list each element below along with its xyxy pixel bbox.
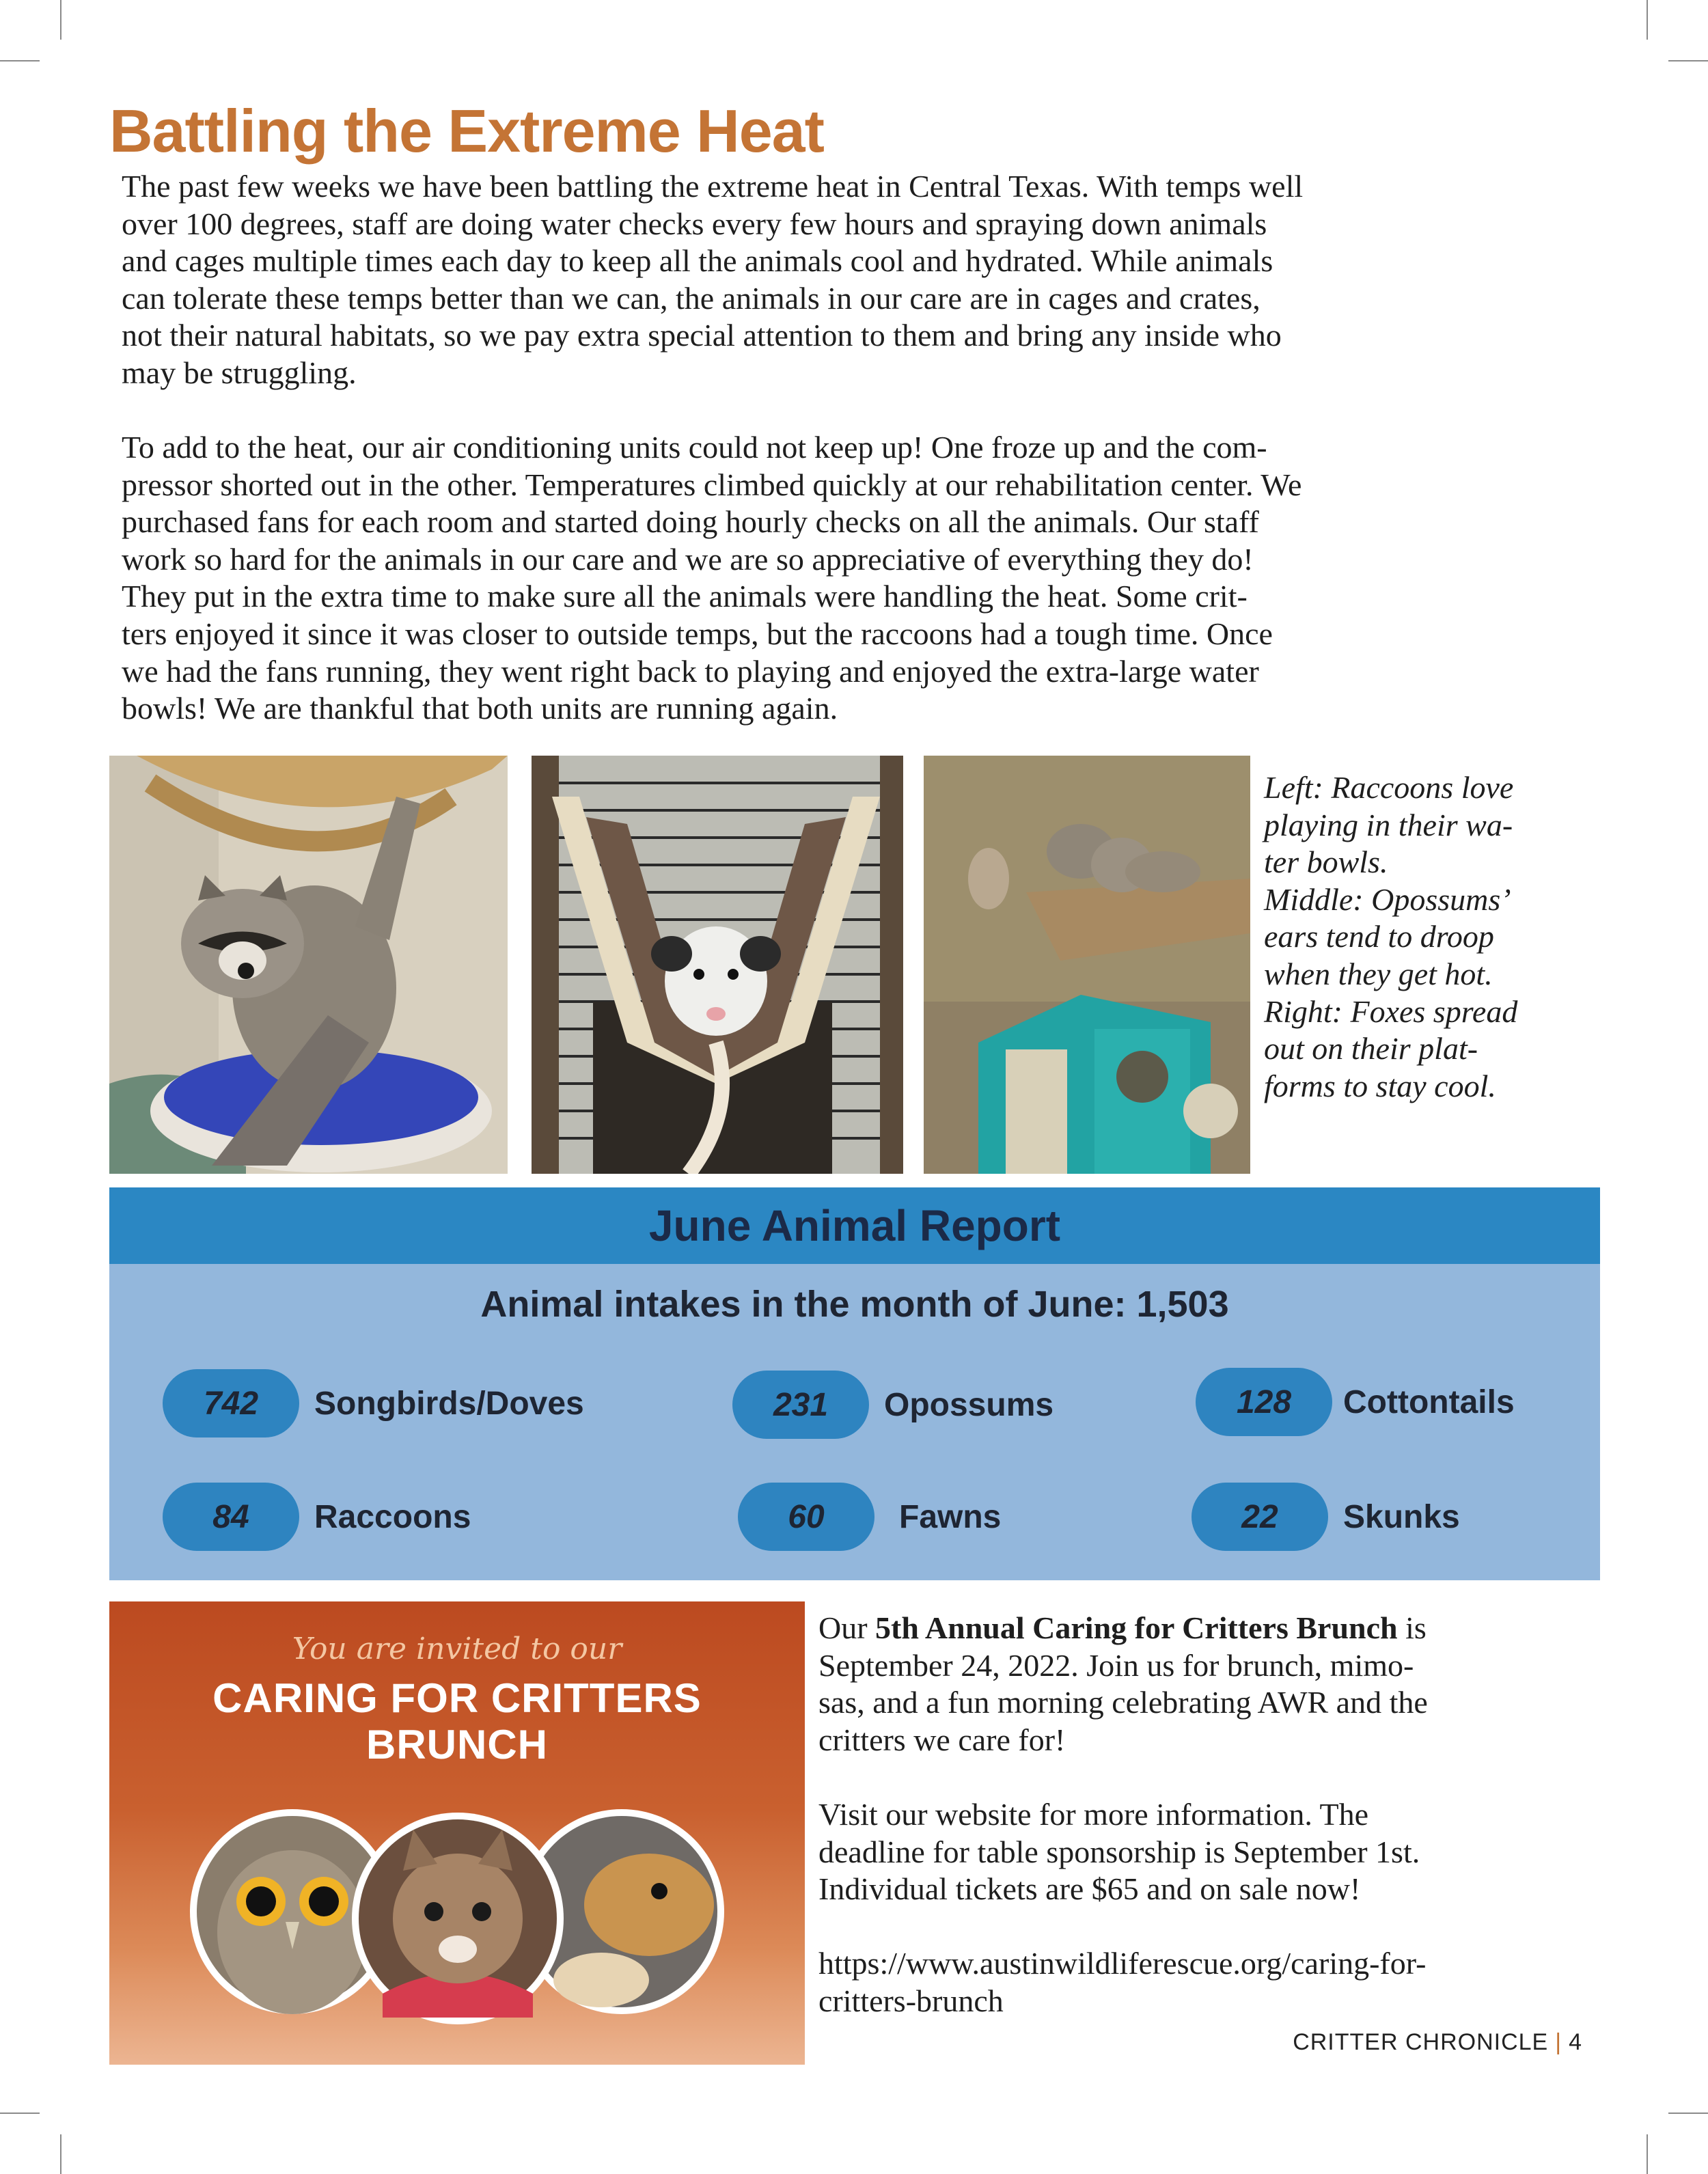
crop-mark [1647,0,1648,40]
article-title: Battling the Extreme Heat [109,97,824,165]
crop-mark [60,2134,61,2174]
crop-mark [60,0,61,40]
report-title: June Animal Report [648,1201,1061,1250]
brunch-intro-prefix: Our [818,1610,876,1645]
june-animal-report [109,1187,1600,1580]
crop-mark [0,60,40,61]
stat-count: 84 [163,1483,299,1551]
report-title-bar [109,1187,1600,1264]
stat-raccoons [163,1483,471,1551]
photo-caption: Left: Raccoons love playing in their wa- ter bowls. Middle: Opossums’ ears tend to droop when they get hot. Right: Foxes spread out on their plat- forms to stay cool. [1264,770,1518,1103]
stat-count: 742 [163,1369,299,1437]
opossum-photo [532,756,903,1174]
stat-count: 22 [1192,1483,1328,1551]
stat-label: Raccoons [314,1498,471,1535]
crop-mark [1668,60,1708,61]
stat-count: 128 [1196,1368,1332,1436]
brunch-event-name: 5th Annual Caring for Critters Brunch [875,1610,1398,1645]
crop-mark [1647,2134,1648,2174]
publication-name: CRITTER CHRONICLE [1293,2029,1549,2055]
stat-cottontails [1196,1368,1515,1436]
crop-mark [0,2113,40,2114]
brunch-invite-line: You are invited to our [292,1632,622,1666]
brunch-title: CARING FOR CRITTERS BRUNCH [212,1675,702,1767]
report-summary: Animal intakes in the month of June: 1,503 [480,1284,1229,1325]
article-paragraph-1: The past few weeks we have been battling the extreme heat in Central Texas. With temps well over 100 degrees, staff are doing water checks every few hours and spraying down animals and cages multiple times each day to keep all the animals cool and hydrated. While animals can tolerate these temps better than we can, the animals in our care are in cages and crates, not their natural habitats, so we pay extra special attention to them and bring any inside who may be struggling. [122,169,1304,390]
brunch-url-link[interactable]: https://www.austinwildliferescue.org/caring-for- critters-brunch [818,1946,1427,2018]
bobcat-circle [352,1813,564,2024]
page-number: 4 [1569,2029,1582,2055]
brunch-invitation-graphic [109,1601,805,2065]
brunch-details: Visit our website for more information. The deadline for table sponsorship is September 1st. Individual tickets are $65 and on sale now! [818,1796,1420,1907]
footer-separator: | [1555,2029,1562,2055]
crop-mark [1668,2113,1708,2114]
stat-skunks [1192,1483,1460,1551]
brunch-animal-circles [109,1775,805,2065]
stat-label: Fawns [899,1498,1002,1535]
stat-count: 231 [732,1371,869,1439]
stat-songbirds [163,1369,584,1437]
brunch-intro-suffix: is September 24, 2022. Join us for brunch, mimo- sas, and a fun morning celebrating AWR and the critters we care for! [818,1610,1428,1757]
stat-count: 60 [738,1483,874,1551]
page-footer [1293,2029,1582,2056]
fox-photo [924,756,1250,1174]
stat-label: Cottontails [1343,1384,1515,1420]
raccoon-photo [109,756,508,1174]
stat-opossums [732,1371,1053,1439]
article-paragraph-2: To add to the heat, our air conditioning units could not keep up! One froze up and the com- pressor shorted out in the other. Temperatures climbed quickly at our rehabilitation center. We purchased fans for each room and started doing hourly checks on all the animals. Our staff work so hard for the animals in our care and we are so appreciative of everything they do! They put in the extra time to make sure all the animals were handling the heat. Some crit- ters enjoyed it since it was closer to outside temps, but the raccoons had a tough time. Once we had the fans running, they went right back to playing and enjoyed the extra-large water bowls! We are thankful that both units are running again. [122,430,1302,726]
brunch-description [818,1610,1604,2020]
stat-label: Opossums [884,1386,1054,1423]
stat-label: Songbirds/Doves [314,1385,584,1422]
stat-fawns [738,1483,1001,1551]
stat-label: Skunks [1343,1498,1460,1535]
